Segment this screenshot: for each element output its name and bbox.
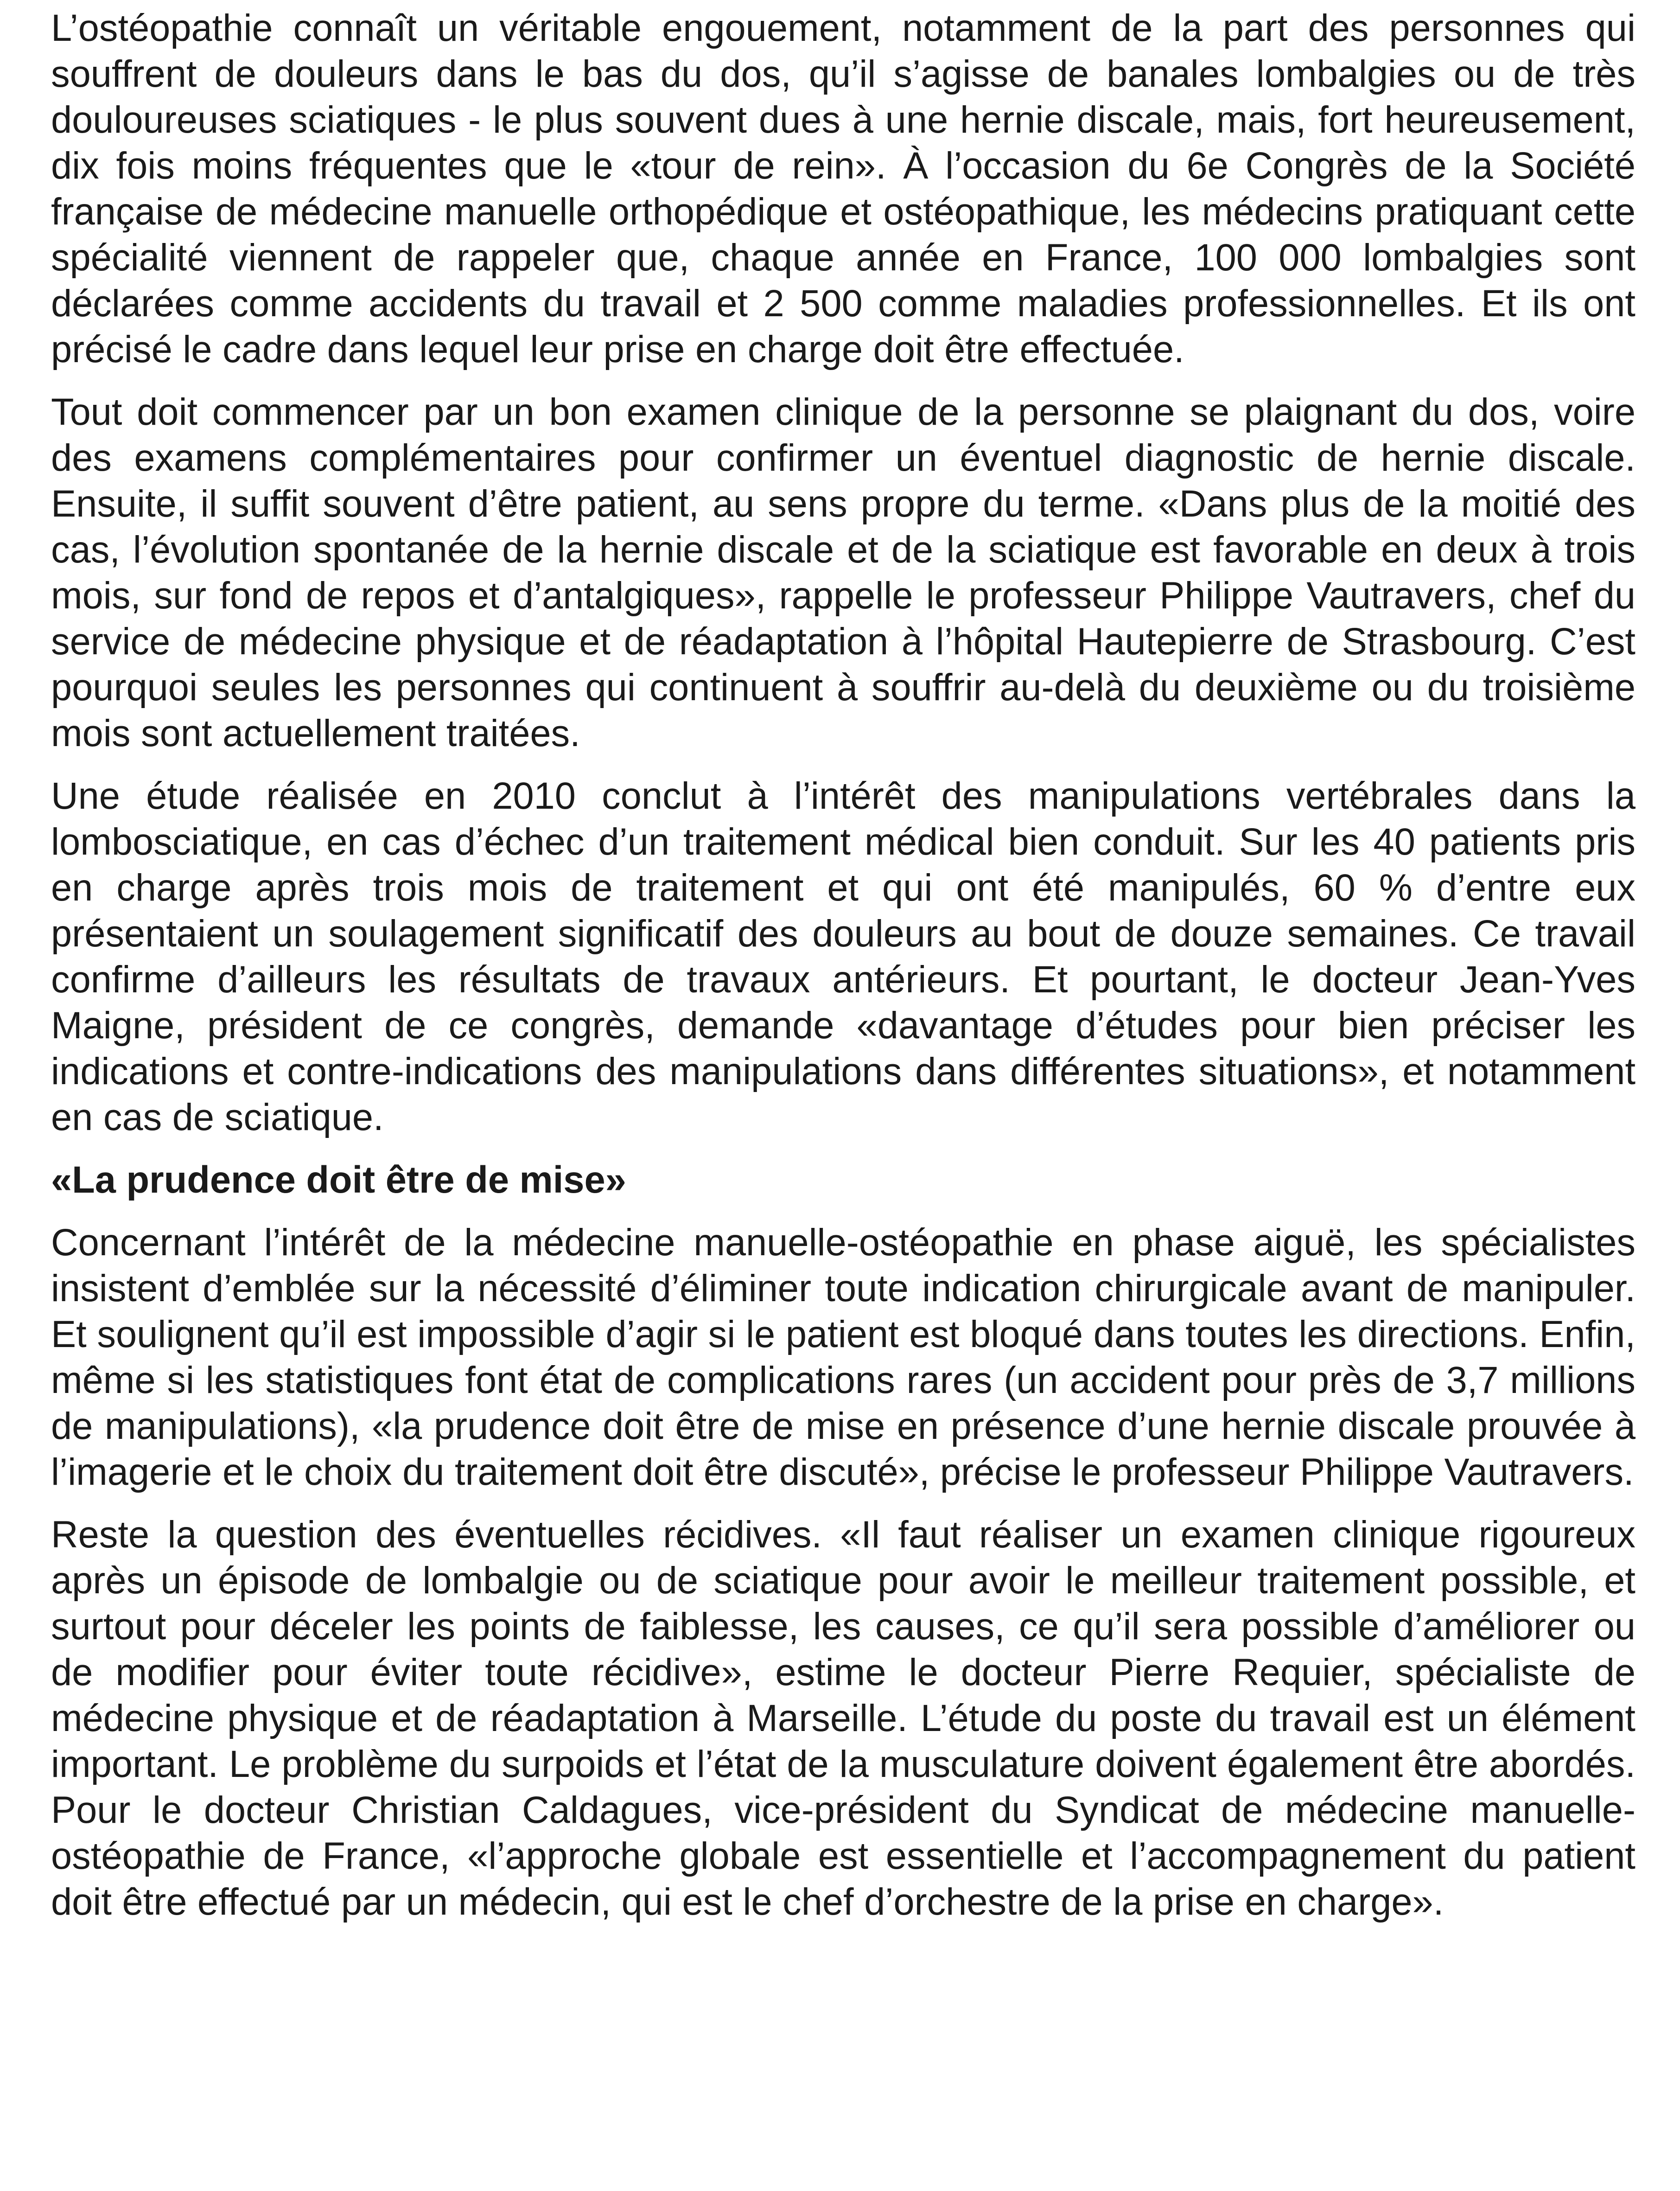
paragraph-study-2010: Une étude réalisée en 2010 conclut à l’intérêt des manipulations vertébrales dans la lombosciatique, en cas d’échec d’un traitement médical bien conduit. Sur les 40 patients pris en charge après trois mois de traitement et qui ont été manipulés, 60 % d’entre eux présentaient un soulagement significatif des douleurs au bout de douze semaines. Ce travail confirme d’ailleurs les résultats de travaux antérieurs. Et pourtant, le docteur Jean-Yves Maigne, président de ce congrès, demande «davantage d’études pour bien préciser les indications et contre-indications des manipulations dans différentes situations», et notamment en cas de sciatique. [51, 775, 1635, 1138]
paragraph-intro: L’ostéopathie connaît un véritable engouement, notamment de la part des personnes qui souffrent de douleurs dans le bas du dos, qu’il s’agisse de banales lombalgies ou de très douloureuses sciatiques - le plus souvent dues à une hernie discale, mais, fort heureusement, dix fois moins fréquentes que le «tour de rein». À l’occasion du 6e Congrès de la Société française de médecine manuelle orthopédique et ostéopathique, les médecins pratiquant cette spécialité viennent de rappeler que, chaque année en France, 100 000 lombalgies sont déclarées comme accidents du travail et 2 500 comme maladies professionnelles. Et ils ont précisé le cadre dans lequel leur prise en charge doit être effectuée. [51, 7, 1635, 370]
paragraph-recurrence: Reste la question des éventuelles récidives. «Il faut réaliser un examen clinique rigoureux après un épisode de lombalgie ou de sciatique pour avoir le meilleur traitement possible, et surtout pour déceler les points de faiblesse, les causes, ce qu’il sera possible d’améliorer ou de modifier pour éviter toute récidive», estime le docteur Pierre Requier, spécialiste de médecine physique et de réadaptation à Marseille. L’étude du poste du travail est un élément important. Le problème du surpoids et l’état de la musculature doivent également être abordés. Pour le docteur Christian Caldagues, vice-président du Syndicat de médecine manuelle-ostéopathie de France, «l’approche globale est essentielle et l’accompagnement du patient doit être effectué par un médecin, qui est le chef d’orchestre de la prise en charge». [51, 1514, 1635, 1923]
paragraph-acute-phase: Concernant l’intérêt de la médecine manuelle-ostéopathie en phase aiguë, les spécialistes insistent d’emblée sur la nécessité d’éliminer toute indication chirurgicale avant de manipuler. Et soulignent qu’il est impossible d’agir si le patient est bloqué dans toutes les directions. Enfin, même si les statistiques font état de complications rares (un accident pour près de 3,7 millions de manipulations), «la prudence doit être de mise en présence d’une hernie discale prouvée à l’imagerie et le choix du traitement doit être discuté», précise le professeur Philippe Vautravers. [51, 1222, 1635, 1493]
paragraph-clinical-exam: Tout doit commencer par un bon examen clinique de la personne se plaignant du dos, voire des examens complémentaires pour confirmer un éventuel diagnostic de hernie discale. Ensuite, il suffit souvent d’être patient, au sens propre du terme. «Dans plus de la moitié des cas, l’évolution spontanée de la hernie discale et de la sciatique est favorable en deux à trois mois, sur fond de repos et d’antalgiques», rappelle le professeur Philippe Vautravers, chef du service de médecine physique et de réadaptation à l’hôpital Hautepierre de Strasbourg. C’est pourquoi seules les personnes qui continuent à souffrir au-delà du deuxième ou du troisième mois sont actuellement traitées. [51, 391, 1635, 754]
section-heading: «La prudence doit être de mise» [51, 1159, 626, 1201]
